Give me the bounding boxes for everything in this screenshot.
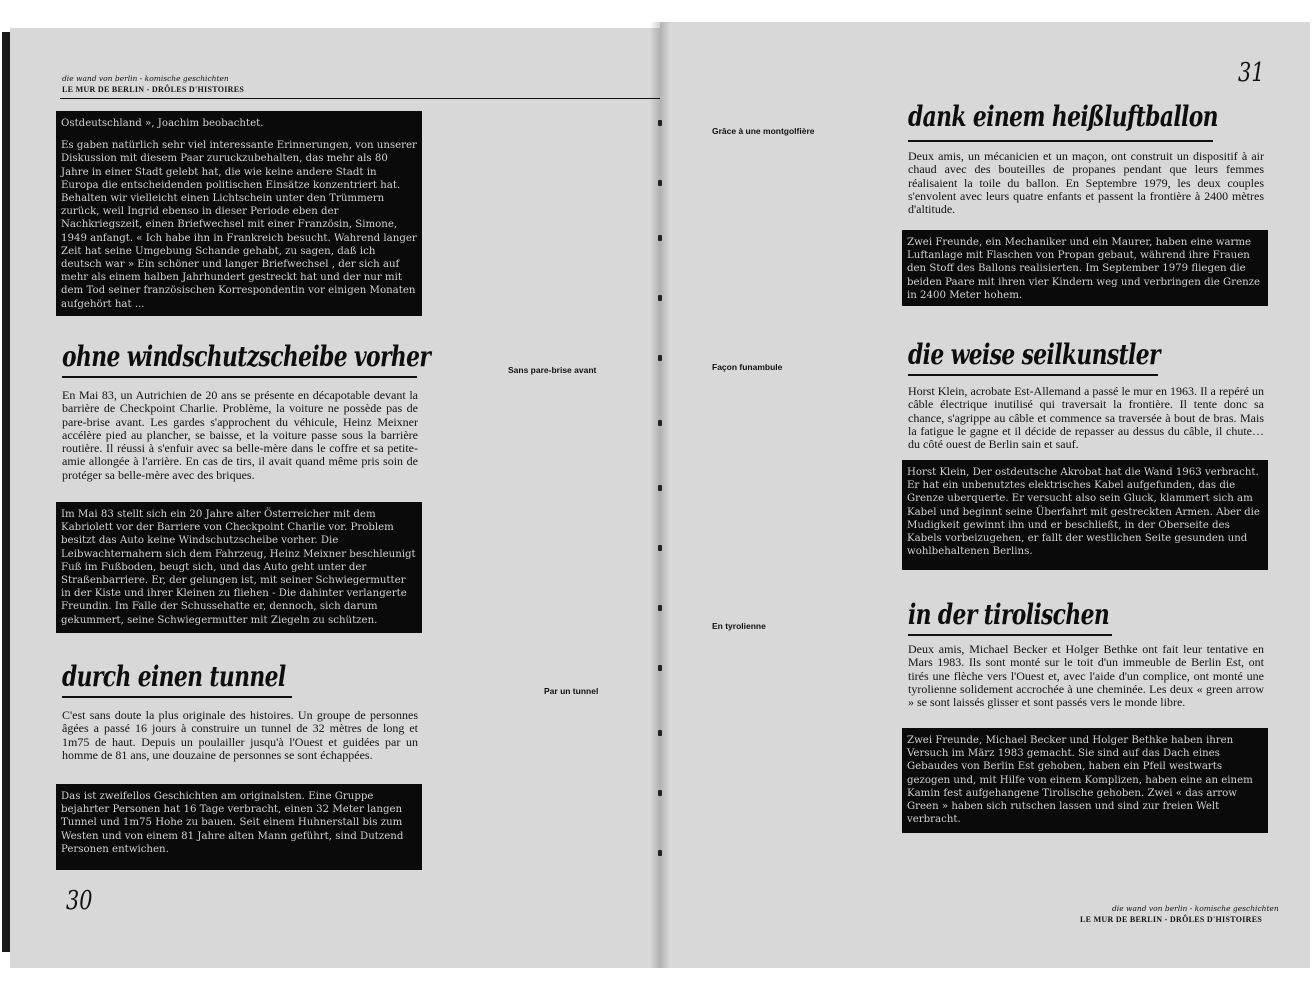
section-title-seilkunstler: die weise seilkunstler bbox=[908, 338, 1160, 371]
side-label-funambule: Façon funambule bbox=[712, 362, 783, 372]
german-box bbox=[902, 460, 1268, 570]
german-paragraph: Zwei Freunde, Michael Becker und Holger Bethke haben ihren Versuch im März 1983 gemacht. Sie sind auf das Dach eines Gebaudes von Berlin Est gehoben, haben ein Pfeil westwarts gezogen und, mit Hilfe von einem Komplizen, haben eine an einem Kamin fest aufgehangene Tirolische gehoben. Zwei « das arrow Green » haben sich rutschen lassen und sind zur freien Welt verbracht. bbox=[907, 735, 1253, 826]
intro-line: Ostdeutschland », Joachim beobachtet. bbox=[61, 118, 264, 129]
binding-stitch bbox=[658, 545, 662, 551]
section-title-tunnel: durch einen tunnel bbox=[62, 660, 286, 693]
german-box bbox=[56, 784, 422, 870]
french-paragraph: Deux amis, Michael Becker et Holger Bethke ont fait leur tentative en Mars 1983. Ils sont monté sur le toit d'un immeuble de Berlin Est, ont tirés une flèche vers l'Ouest et, avec l'aide d'un complice, ont monté une tyrolienne solidement accrochée à une cheminée. Les deux « green arrow » se sont laissés glisser et sont passés vers le monde libre. bbox=[908, 642, 1264, 710]
left-page bbox=[10, 28, 660, 968]
right-page bbox=[660, 22, 1310, 968]
binding-stitch bbox=[658, 665, 662, 671]
title-underline bbox=[62, 696, 292, 698]
french-paragraph: Horst Klein, acrobate Est-Allemand a passé le mur en 1963. Il a repéré un câble électrique inutilisé qui traversait la frontière. Il tente donc sa chance, s'agrippe au câble et commence sa traversée à bout de bras. Mais la fatigue le gagne et il décide de repasser au dessus du câble, il chute… du côté ouest de Berlin sain et sauf. bbox=[908, 384, 1264, 452]
binding-stitch bbox=[658, 420, 662, 426]
german-paragraph: Horst Klein, Der ostdeutsche Akrobat hat die Wand 1963 verbracht. Er hat ein unbenutztes elektrisches Kabel aufgefunden, das die Grenze uberquerte. Er versucht also sein Gluck, klammert sich am Kabel und beginnt seine Überfahrt mit gestreckten Armen. Aber die Mudigkeit gewinnt ihn und er beschließt, in der Oberseite des Kabels vorbeizugehen, er fallt der westlichen Seite gesunden und wohlbehaltenen Berlins. bbox=[907, 467, 1260, 558]
left-header-script: die wand von berlin - komische geschichten bbox=[62, 74, 229, 83]
german-paragraph: Im Mai 83 stellt sich ein 20 Jahre alter Österreicher mit dem Kabriolett vor der Barriere von Checkpoint Charlie vor. Problem besitzt das Auto keine Windschutzscheibe vorher. Die Leibwachternahern sich dem Fahrzeug, Heinz Meixner beschleunigt Fuß im Fußboden, beugt sich, und das Auto geht unter der Straßenbarriere. Er, der gelungen ist, mit seiner Schwiegermutter in der Kiste und ihrer Kleinen zu fliehen - Die dahinter verlangerte Freundin. Im Falle der Schussehatte er, dennoch, sich darum gekummert, seine Schwiegermutter mit Ziegeln zu schützen. bbox=[61, 509, 416, 626]
binding-stitch bbox=[658, 485, 662, 491]
binding-stitch bbox=[658, 120, 662, 126]
left-header-rule bbox=[60, 98, 660, 99]
french-paragraph: En Mai 83, un Autrichien de 20 ans se présente en décapotable devant la barrière de Checkpoint Charlie. Problème, la voiture ne possède pas de pare-brise avant. Les gardes s'approchent du véhicule, Heinz Meixner accélère pied au plancher, se baisse, et la voiture passe sous la barrière routière. Il réussi à s'enfuir avec sa belle-mère dans le coffre et sa petite-amie allongée à l'arrière. En cas de tirs, il avait quand même pris soin de protéger sa belle-mère avec des briques. bbox=[62, 388, 418, 482]
section-title-tirolischen: in der tirolischen bbox=[908, 598, 1110, 631]
german-paragraph: Zwei Freunde, ein Mechaniker und ein Maurer, haben eine warme Luftanlage mit Flaschen von Propan gebaut, während ihre Frauen den Stoff des Ballons realisierten. Im September 1979 fliegen die beiden Paare mit ihren vier Kindern weg und verbringen die Grenze in 2400 Meter hohem. bbox=[907, 237, 1261, 301]
binding-stitch bbox=[658, 235, 662, 241]
binding-stitch bbox=[658, 605, 662, 611]
side-label-pare-brise: Sans pare-brise avant bbox=[508, 365, 597, 375]
section-title-ballon: dank einem heißluftballon bbox=[908, 100, 1218, 133]
binding-stitch bbox=[658, 850, 662, 856]
right-footer-script: die wand von berlin - komische geschichten bbox=[1112, 904, 1279, 913]
binding-stitch bbox=[658, 730, 662, 736]
page-number-right: 31 bbox=[1238, 58, 1265, 88]
binding-stitch bbox=[658, 180, 662, 186]
binding-stitch bbox=[658, 355, 662, 361]
title-underline bbox=[908, 374, 1158, 376]
page-number-left: 30 bbox=[66, 886, 93, 916]
binding-stitch bbox=[658, 790, 662, 796]
french-paragraph: Deux amis, un mécanicien et un maçon, ont construit un dispositif à air chaud avec des bouteilles de propanes pendant que leurs femmes réalisaient la toile du ballon. En Septembre 1979, les deux couples s'envolent avec leurs quatre enfants et passent la frontière à 2400 mètres d'altitude. bbox=[908, 149, 1264, 217]
german-box bbox=[902, 728, 1268, 833]
german-box bbox=[56, 502, 422, 633]
spine-shadow bbox=[650, 22, 670, 968]
binding-stitch bbox=[658, 295, 662, 301]
german-box bbox=[902, 230, 1268, 306]
intro-paragraph: Es gaben natürlich sehr viel interessante Erinnerungen, von unserer Diskussion mit diesem Paar zuruckzubehalten, das mehr als 80 Jahre in einer Stadt gelebt hat, die wie keine andere Stadt in Europa die entscheidenden politischen Einsätze konzentriert hat. Behalten wir vielleicht einen Lichtschein unter den Trümmern zurück, weil Ingrid ebenso in dieser Periode eben der Nachkriegszeit, einen Briefwechsel mit einer Französin, Simone, 1949 anfangt. « Ich habe ihn in Frankreich besucht. Wahrend langer Zeit hat seine Umgebung Schande gehabt, zu sagen, daß ich deutsch war » Ein schöner und langer Briefwechsel , der sich auf mehr als einem halben Jahrhundert gestreckt hat und der nur mit dem Tod seiner französischen Korrespondentin vor einigen Monaten aufgehört hat ... bbox=[61, 140, 417, 310]
title-underline bbox=[62, 376, 417, 378]
side-label-tyrolienne: En tyrolienne bbox=[712, 621, 766, 631]
title-underline bbox=[908, 140, 1213, 142]
french-paragraph: C'est sans doute la plus originale des histoires. Un groupe de personnes âgées a passé 16 jours à construire un tunnel de 32 mètres de long et 1m75 de haut. Depuis un poulailler jusqu'à l'Ouest et guidées par un homme de 81 ans, une douzaine de personnes se sont échappées. bbox=[62, 708, 418, 762]
intro-german-box bbox=[56, 111, 422, 316]
side-label-tunnel: Par un tunnel bbox=[544, 686, 599, 696]
right-footer-caps: LE MUR DE BERLIN - DRÔLES D'HISTOIRES bbox=[1080, 915, 1263, 924]
german-paragraph: Das ist zweifellos Geschichten am originalsten. Eine Gruppe bejahrter Personen hat 16 Tage verbracht, einen 32 Meter langen Tunnel und 1m75 Hohe zu bauen. Seit einem Huhnerstall bis zum Westen und von einem 81 Jahre alten Mann geführt, sind Dutzend Personen entwichen. bbox=[61, 791, 404, 855]
side-label-montgolfiere: Grâce à une montgolfière bbox=[712, 126, 815, 136]
title-underline bbox=[908, 634, 1112, 636]
left-header-caps: LE MUR DE BERLIN - DRÔLES D'HISTOIRES bbox=[62, 85, 245, 94]
section-title-windschutzscheibe: ohne windschutzscheibe vorher bbox=[62, 340, 431, 373]
